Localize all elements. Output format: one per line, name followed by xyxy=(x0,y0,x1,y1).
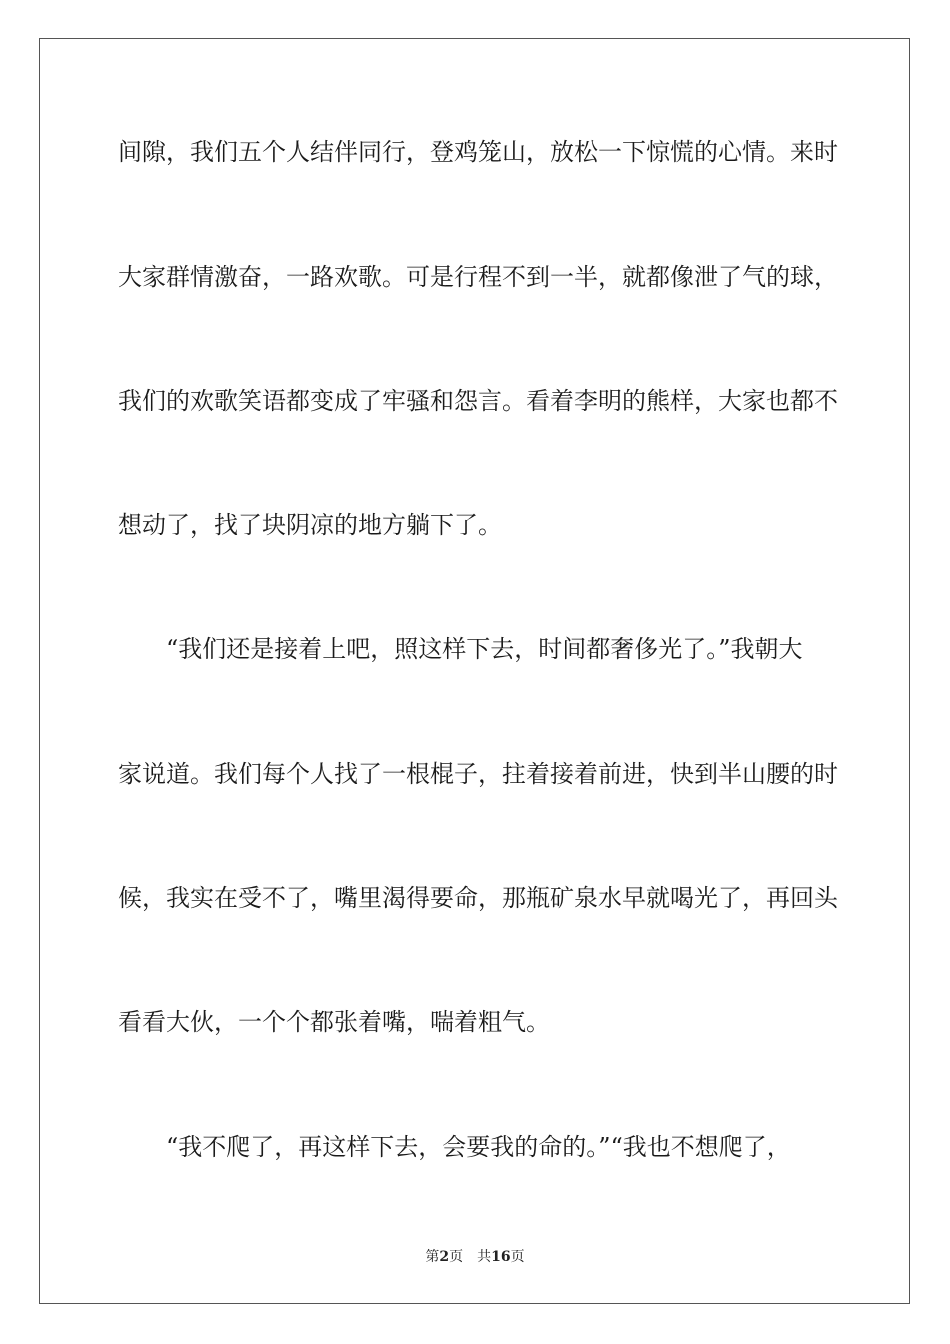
text-line: 看看大伙，一个个都张着嘴，喘着粗气。 xyxy=(118,1008,550,1036)
text-line: 大家群情激奋，一路欢歌。可是行程不到一半，就都像泄了气的球， xyxy=(118,263,838,291)
text-line: “我不爬了，再这样下去，会要我的命的。”“我也不想爬了， xyxy=(166,1133,791,1161)
text-line: 间隙，我们五个人结伴同行，登鸡笼山，放松一下惊慌的心情。来时 xyxy=(118,138,838,166)
page-footer xyxy=(0,1248,950,1266)
total-label-suffix: 页 xyxy=(510,1249,525,1265)
page-frame xyxy=(39,38,910,1304)
page-label-prefix: 第 xyxy=(425,1249,440,1265)
total-page-count: 16 xyxy=(491,1249,511,1265)
text-line: 家说道。我们每个人找了一根棍子，拄着接着前进，快到半山腰的时 xyxy=(118,760,838,788)
text-line: 想动了，找了块阴凉的地方躺下了。 xyxy=(118,511,502,539)
text-line: 我们的欢歌笑语都变成了牢骚和怨言。看着李明的熊样，大家也都不 xyxy=(118,387,838,415)
current-page-number: 2 xyxy=(439,1249,450,1265)
text-line: “我们还是接着上吧，照这样下去，时间都奢侈光了。”我朝大 xyxy=(166,635,803,663)
page-label-suffix: 页 xyxy=(449,1249,464,1265)
text-line: 候，我实在受不了，嘴里渴得要命，那瓶矿泉水早就喝光了，再回头 xyxy=(118,884,838,912)
total-label-prefix: 共 xyxy=(477,1249,492,1265)
